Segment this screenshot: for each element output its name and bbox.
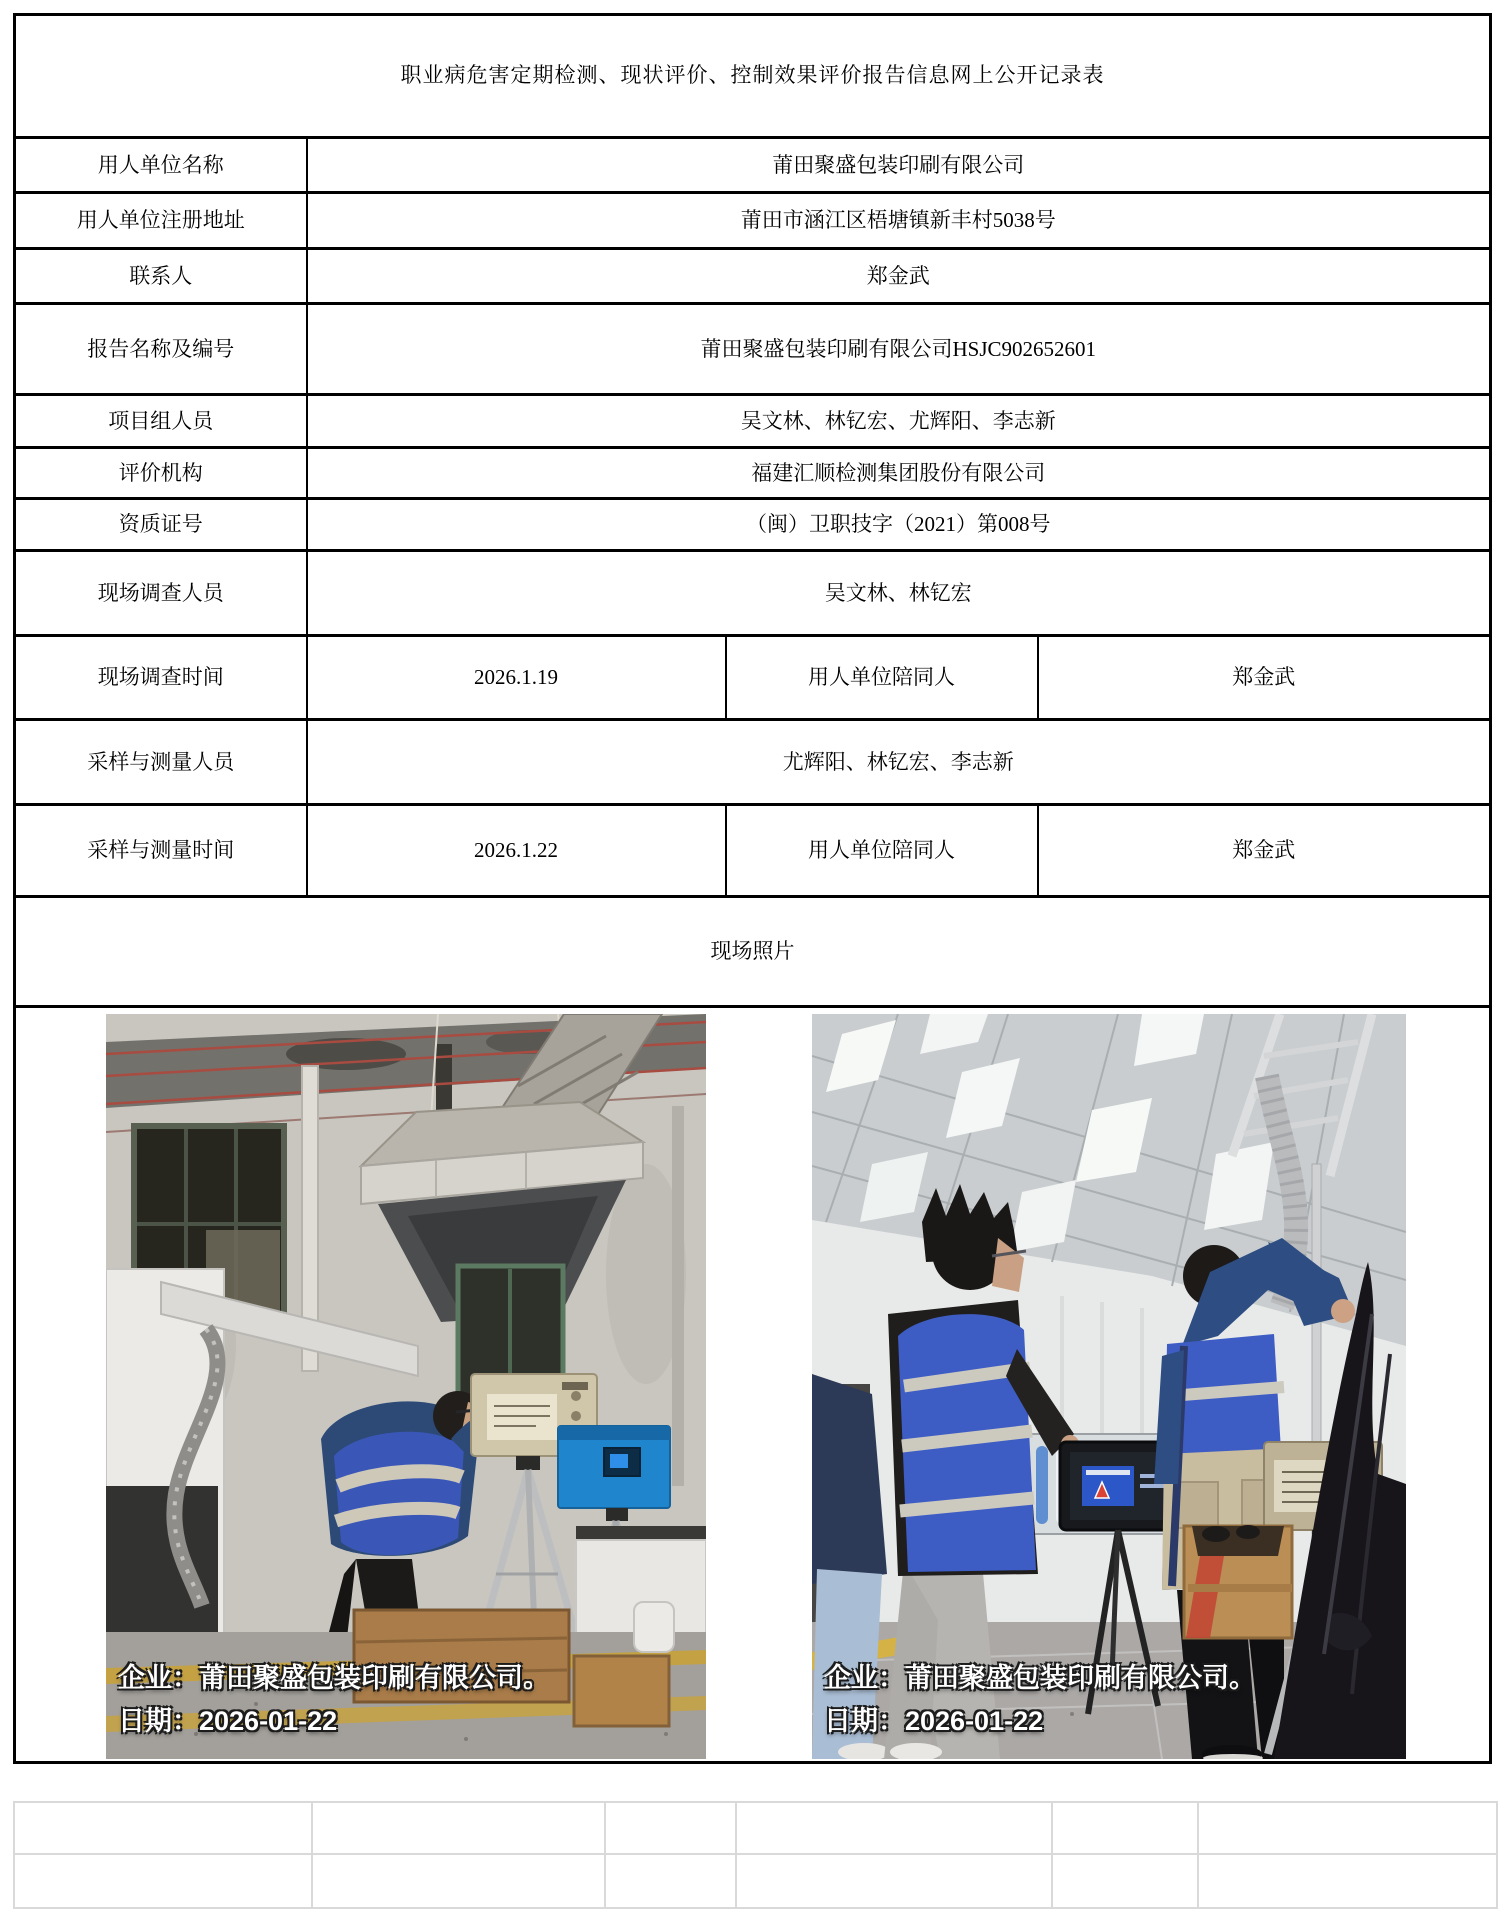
row-label: 采样与测量时间 [15, 805, 307, 897]
row-label: 现场调查时间 [15, 636, 307, 720]
row-value: 郑金武 [307, 249, 1491, 304]
photos-cell [15, 1007, 1491, 1763]
empty-grid-row [14, 1802, 1497, 1854]
companion-label: 用人单位陪同人 [726, 805, 1038, 897]
info-row [15, 304, 1491, 395]
row-label: 采样与测量人员 [15, 720, 307, 805]
empty-cell [312, 1854, 605, 1908]
row-label: 资质证号 [15, 499, 307, 551]
row-label: 评价机构 [15, 448, 307, 499]
title-row [15, 15, 1491, 138]
empty-cell [1198, 1802, 1497, 1854]
row-label: 项目组人员 [15, 395, 307, 448]
sampling-date-value: 2026.1.22 [307, 805, 726, 897]
row-label: 报告名称及编号 [15, 304, 307, 395]
form-title: 职业病危害定期检测、现状评价、控制效果评价报告信息网上公开记录表 [15, 15, 1491, 138]
row-value: 莆田聚盛包装印刷有限公司 [307, 138, 1491, 193]
empty-cell [14, 1854, 312, 1908]
site-photo-left [106, 1014, 706, 1759]
photos-row [15, 1007, 1491, 1763]
info-row [15, 395, 1491, 448]
photo-watermark-date: 日期：2026-01-22 [824, 1705, 1044, 1736]
row-value: 吴文林、林钇宏、尤辉阳、李志新 [307, 395, 1491, 448]
empty-cell [1198, 1854, 1497, 1908]
empty-cell [312, 1802, 605, 1854]
row-value: 尤辉阳、林钇宏、李志新 [307, 720, 1491, 805]
row-value: 莆田聚盛包装印刷有限公司HSJC902652601 [307, 304, 1491, 395]
right-photo-illustration [812, 1014, 1406, 1759]
empty-cell [605, 1854, 736, 1908]
record-table [13, 13, 1492, 1764]
row-label: 用人单位名称 [15, 138, 307, 193]
empty-cell [14, 1802, 312, 1854]
row-value: 莆田市涵江区梧塘镇新丰村5038号 [307, 193, 1491, 249]
spreadsheet-grid [13, 1801, 1498, 1909]
left-photo-illustration [106, 1014, 706, 1759]
site-photo-right [812, 1014, 1406, 1759]
row-label: 现场调查人员 [15, 551, 307, 636]
info-row [15, 551, 1491, 636]
row-value: 福建汇顺检测集团股份有限公司 [307, 448, 1491, 499]
survey-date-value: 2026.1.19 [307, 636, 726, 720]
info-row [15, 448, 1491, 499]
empty-cell [1052, 1802, 1198, 1854]
photo-watermark [118, 1657, 550, 1743]
info-row [15, 249, 1491, 304]
row-label: 用人单位注册地址 [15, 193, 307, 249]
empty-cell [736, 1802, 1052, 1854]
empty-grid-row [14, 1854, 1497, 1908]
photo-strip [106, 1014, 1483, 1759]
row-value: 吴文林、林钇宏 [307, 551, 1491, 636]
survey-time-row [15, 636, 1491, 720]
photo-watermark-company: 企业：莆田聚盛包装印刷有限公司。 [824, 1662, 1256, 1693]
info-row [15, 193, 1491, 249]
photos-header: 现场照片 [15, 897, 1491, 1007]
info-row [15, 138, 1491, 193]
companion-name: 郑金武 [1038, 636, 1491, 720]
photo-watermark-date: 日期：2026-01-22 [118, 1705, 338, 1736]
photo-watermark-company: 企业：莆田聚盛包装印刷有限公司。 [118, 1662, 550, 1693]
info-row [15, 499, 1491, 551]
companion-name: 郑金武 [1038, 805, 1491, 897]
photo-watermark [824, 1657, 1256, 1743]
companion-label: 用人单位陪同人 [726, 636, 1038, 720]
sampling-time-row [15, 805, 1491, 897]
row-value: （闽）卫职技字（2021）第008号 [307, 499, 1491, 551]
row-label: 联系人 [15, 249, 307, 304]
empty-cell [736, 1854, 1052, 1908]
photos-header-row [15, 897, 1491, 1007]
empty-cell [1052, 1854, 1198, 1908]
empty-cell [605, 1802, 736, 1854]
sampling-personnel-row [15, 720, 1491, 805]
